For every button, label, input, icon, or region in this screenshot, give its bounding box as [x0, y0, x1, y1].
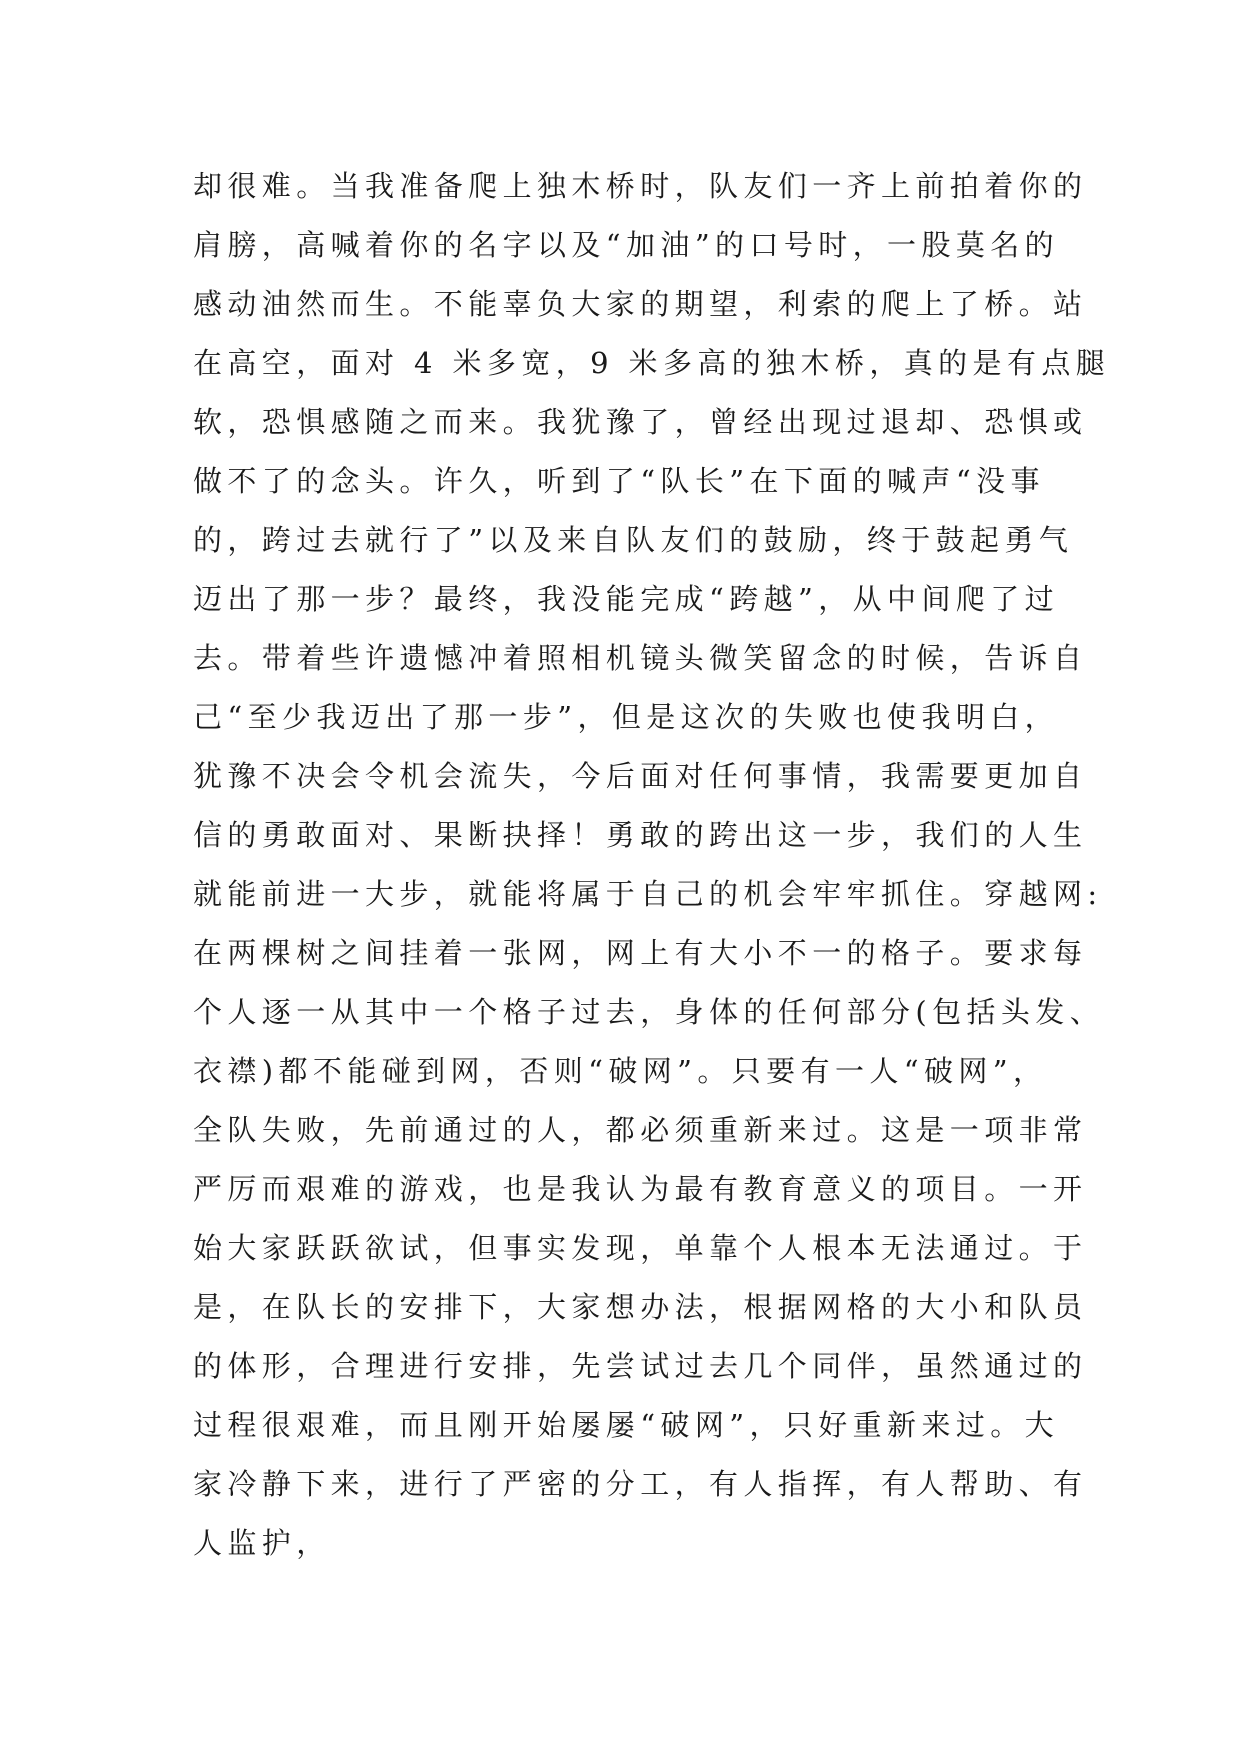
body-text	[193, 157, 1111, 1573]
text-line: 严厉而艰难的游戏，也是我认为最有教育意义的项目。一开	[193, 1172, 1088, 1206]
text-line: 犹豫不决会令机会流失，今后面对任何事情，我需要更加自	[193, 759, 1088, 793]
text-line: 感动油然而生。不能辜负大家的期望，利索的爬上了桥。站	[193, 287, 1088, 321]
text-line: 衣襟)都不能碰到网，否则“破网”。只要有一人“破网”，	[193, 1054, 1048, 1088]
text-line: 个人逐一从其中一个格子过去，身体的任何部分(包括头发、	[193, 995, 1105, 1029]
text-line: 在高空，面对 4 米多宽，9 米多高的独木桥，真的是有点腿	[193, 346, 1111, 380]
text-line: 己“至少我迈出了那一步”，但是这次的失败也使我明白，	[193, 700, 1060, 734]
text-line: 肩膀，高喊着你的名字以及“加油”的口号时，一股莫名的	[193, 228, 1060, 262]
text-line: 却很难。当我准备爬上独木桥时，队友们一齐上前拍着你的	[193, 169, 1088, 203]
text-line: 迈出了那一步？最终，我没能完成“跨越”，从中间爬了过	[193, 582, 1060, 616]
text-line: 软，恐惧感随之而来。我犹豫了，曾经出现过退却、恐惧或	[193, 405, 1088, 439]
text-line: 人监护，	[193, 1526, 331, 1560]
text-line: 信的勇敢面对、果断抉择！勇敢的跨出这一步，我们的人生	[193, 818, 1088, 852]
text-line: 始大家跃跃欲试，但事实发现，单靠个人根本无法通过。于	[193, 1231, 1088, 1265]
text-line: 做不了的念头。许久，听到了“队长”在下面的喊声“没事	[193, 464, 1045, 498]
text-line: 在两棵树之间挂着一张网，网上有大小不一的格子。要求每	[193, 936, 1088, 970]
text-line: 家冷静下来，进行了严密的分工，有人指挥，有人帮助、有	[193, 1467, 1088, 1501]
text-line: 全队失败，先前通过的人，都必须重新来过。这是一项非常	[193, 1113, 1088, 1147]
text-line: 的体形，合理进行安排，先尝试过去几个同伴，虽然通过的	[193, 1349, 1088, 1383]
text-line: 的，跨过去就行了”以及来自队友们的鼓励，终于鼓起勇气	[193, 523, 1074, 557]
text-line: 就能前进一大步，就能将属于自己的机会牢牢抓住。穿越网:	[193, 877, 1103, 911]
text-line: 去。带着些许遗憾冲着照相机镜头微笑留念的时候，告诉自	[193, 641, 1088, 675]
text-line: 是，在队长的安排下，大家想办法，根据网格的大小和队员	[193, 1290, 1088, 1324]
text-line: 过程很艰难，而且刚开始屡屡“破网”，只好重新来过。大	[193, 1408, 1060, 1442]
